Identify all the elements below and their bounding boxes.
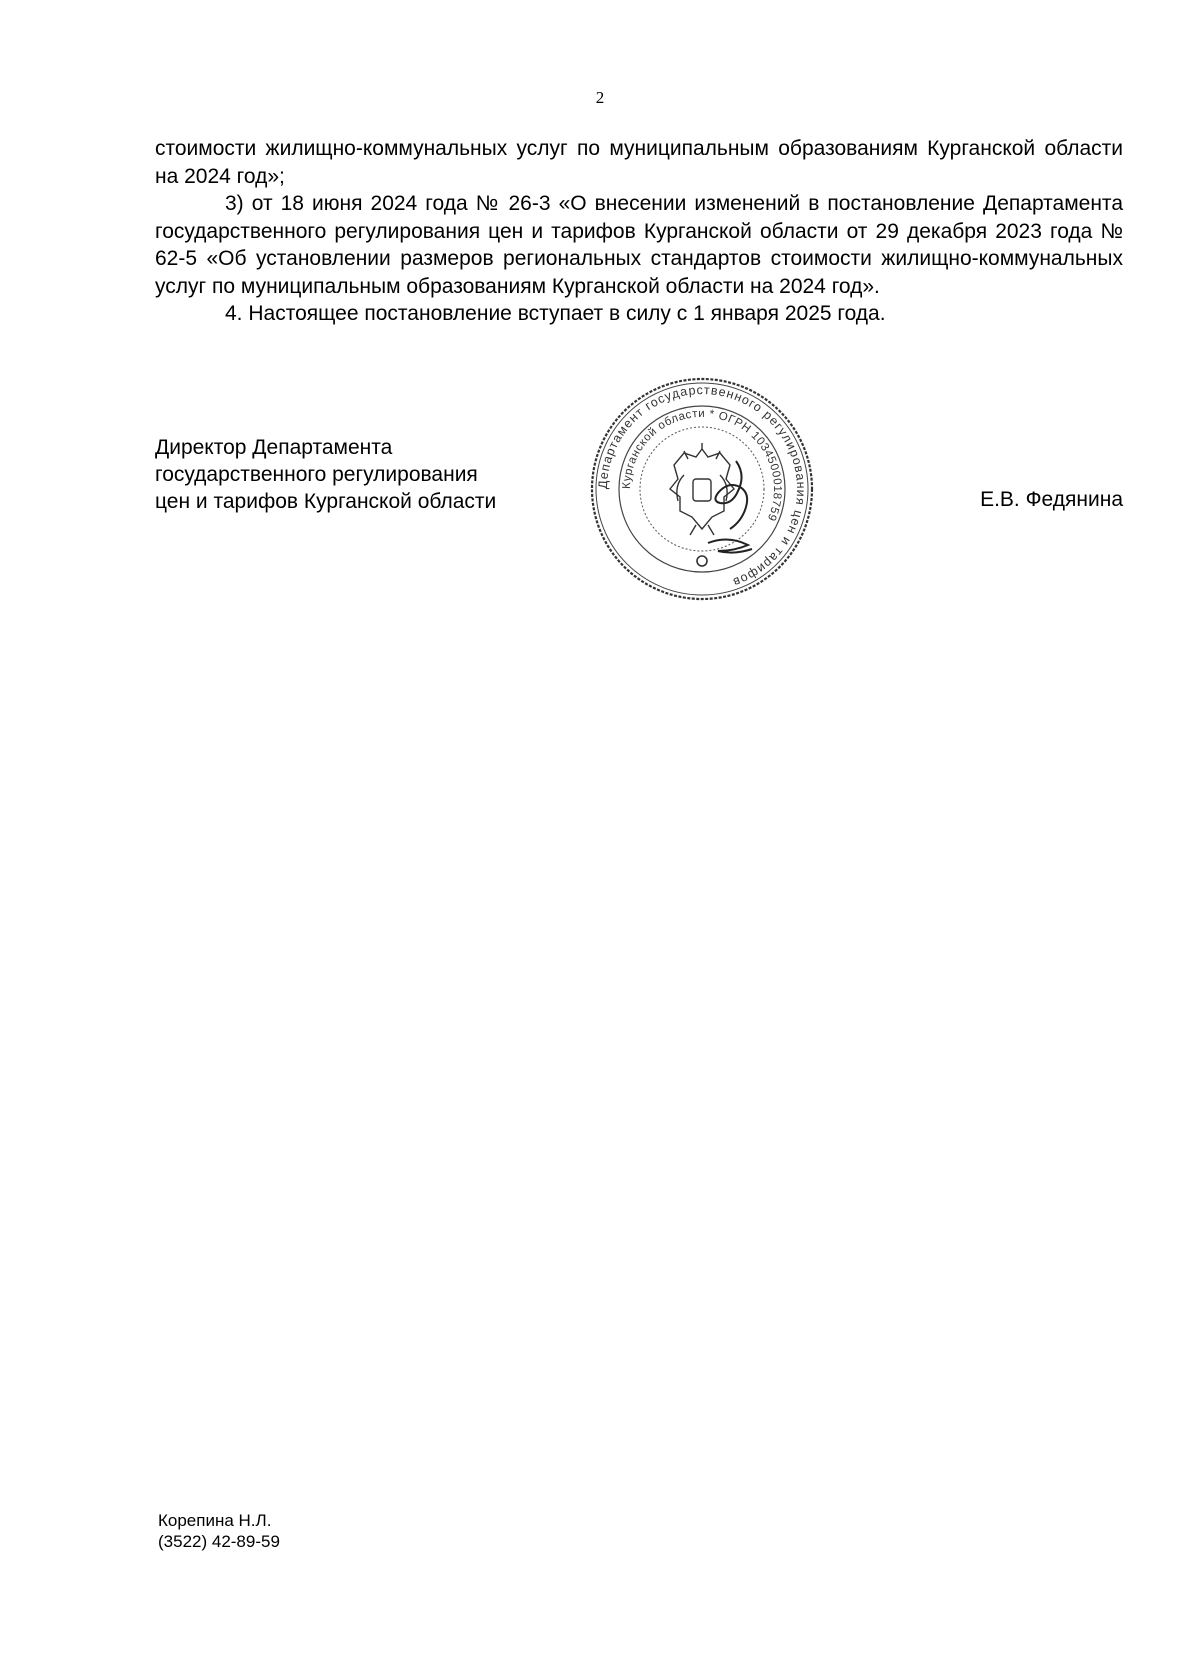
- seal-outer-text: Департамент государственного регулирования цен и тарифов: [595, 382, 809, 590]
- signer-name: Е.В. Федянина: [980, 488, 1123, 511]
- double-headed-eagle-emblem: [670, 443, 734, 535]
- handwritten-signature: [708, 461, 752, 553]
- signer-position-line: Директор Департамента: [155, 436, 393, 459]
- page-number: 2: [595, 88, 605, 107]
- official-seal: [588, 375, 816, 603]
- signer-position-line: цен и тарифов Курганской области: [155, 490, 497, 513]
- contact-block: [158, 1510, 280, 1552]
- seal-inner-text: Курганской области * ОГРН 1034500018759: [620, 407, 784, 523]
- svg-text:Курганской области * ОГРН 1034: [621, 408, 783, 523]
- contact-phone: (3522) 42-89-59: [158, 1532, 280, 1551]
- paragraph-item-4: 4. Настоящее постановление вступает в силу с 1 января 2025 года.: [225, 302, 886, 325]
- document-body: [155, 135, 1123, 328]
- signer-position-line: государственного регулирования: [155, 463, 478, 486]
- signer-position: [155, 434, 496, 515]
- contact-name: Корепина Н.Л.: [158, 1511, 272, 1530]
- paragraph-item-3: 3) от 18 июня 2024 года № 26-3 «О внесении изменений в постановление Департамента государственного регулирования цен и тарифов Курганской области от 29 декабря 2023 года № 62-5 «Об установлении размеров региональных стандартов стоимости жилищно-коммунальных услуг по муниципальным образованиям Курганской области на 2024 год».: [155, 192, 1123, 298]
- paragraph-continuation: стоимости жилищно-коммунальных услуг по муниципальным образованиям Курганской области на 2024 год»;: [155, 137, 1123, 188]
